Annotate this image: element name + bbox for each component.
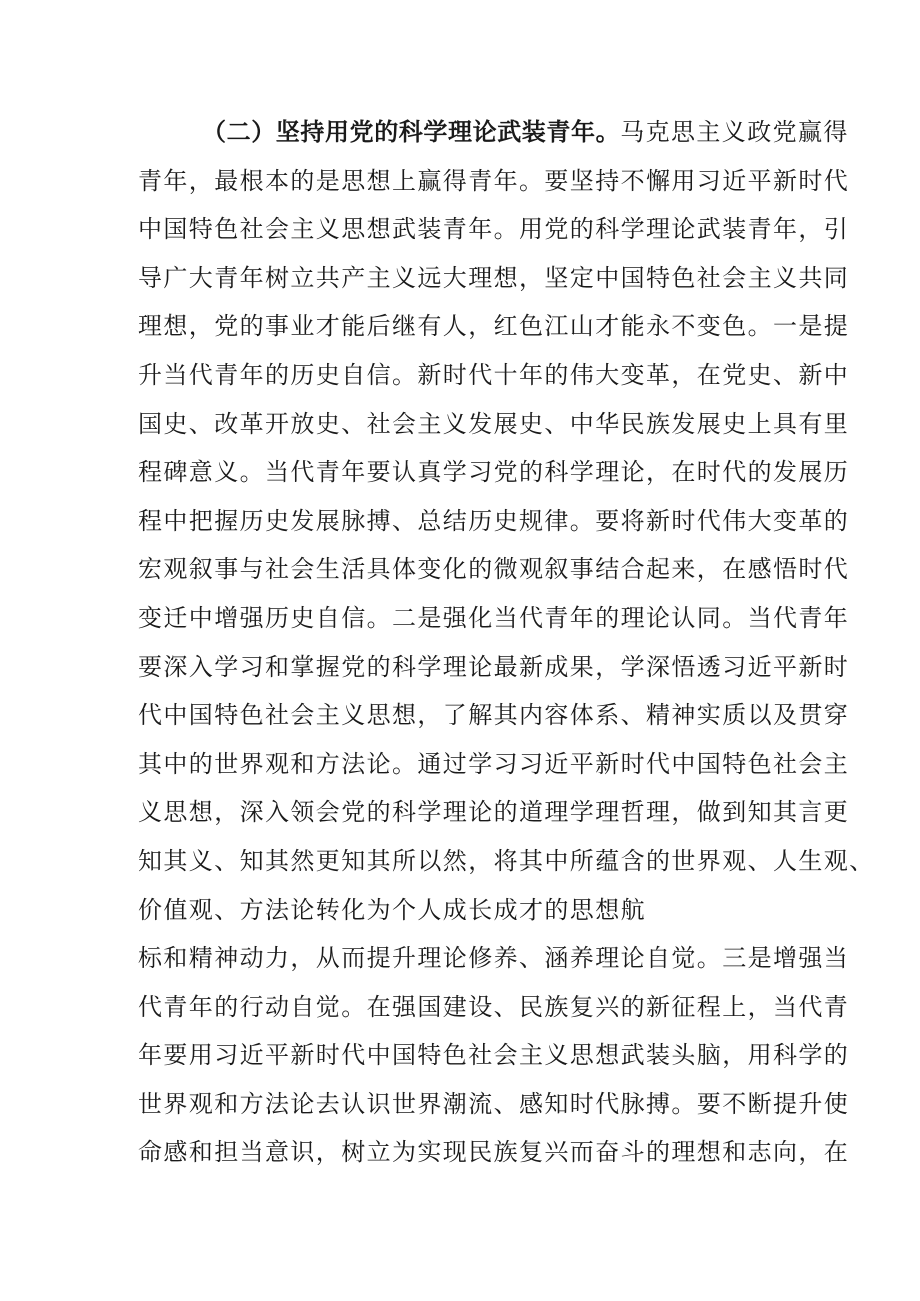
text-line: 命感和担当意识，树立为实现民族复兴而奋斗的理想和志向，在 [138, 1138, 850, 1167]
text-line: 程中把握历史发展脉搏、总结历史规律。要将新时代伟大变革的 [138, 506, 850, 535]
text-line: 导广大青年树立共产主义远大理想，坚定中国特色社会主义共同 [138, 263, 850, 292]
paragraph-first-line [138, 108, 849, 157]
text-line: 其中的世界观和方法论。通过学习习近平新时代中国特色社会主 [138, 749, 850, 778]
text-line: 代中国特色社会主义思想，了解其内容体系、精神实质以及贯穿 [138, 701, 850, 730]
text-line: 升当代青年的历史自信。新时代十年的伟大变革，在党史、新中 [138, 360, 850, 389]
text-line: 国史、改革开放史、社会主义发展史、中华民族发展史上具有里 [138, 409, 850, 438]
text-line: 中国特色社会主义思想武装青年。用党的科学理论武装青年，引 [138, 215, 850, 244]
text-line: 标和精神动力，从而提升理论修养、涵养理论自觉。三是增强当 [138, 944, 850, 973]
text-line: 马克思主义政党赢得 [620, 118, 849, 146]
text-line: 理想，党的事业才能后继有人，红色江山才能永不变色。一是提 [138, 312, 850, 341]
text-line: 代青年的行动自觉。在强国建设、民族复兴的新征程上，当代青 [138, 992, 850, 1021]
text-line: 变迁中增强历史自信。二是强化当代青年的理论认同。当代青年 [138, 603, 850, 632]
text-line: 世界观和方法论去认识世界潮流、感知时代脉搏。要不断提升使 [138, 1089, 850, 1118]
text-line: 义思想，深入领会党的科学理论的道理学理哲理，做到知其言更 [138, 798, 850, 827]
text-line: 价值观、方法论转化为个人成长成才的思想航 [138, 895, 646, 924]
text-line: 知其义、知其然更知其所以然，将其中所蕴含的世界观、人生观、 [138, 846, 875, 875]
text-line: 程碑意义。当代青年要认真学习党的科学理论，在时代的发展历 [138, 458, 850, 487]
text-line: 宏观叙事与社会生活具体变化的微观叙事结合起来，在感悟时代 [138, 555, 850, 584]
text-line: 年要用习近平新时代中国特色社会主义思想武装头脑，用科学的 [138, 1041, 850, 1070]
section-heading: （二）坚持用党的科学理论武装青年。 [202, 118, 621, 146]
body-text [138, 108, 875, 1177]
text-line: 要深入学习和掌握党的科学理论最新成果，学深悟透习近平新时 [138, 652, 850, 681]
text-line: 青年，最根本的是思想上赢得青年。要坚持不懈用习近平新时代 [138, 166, 850, 195]
